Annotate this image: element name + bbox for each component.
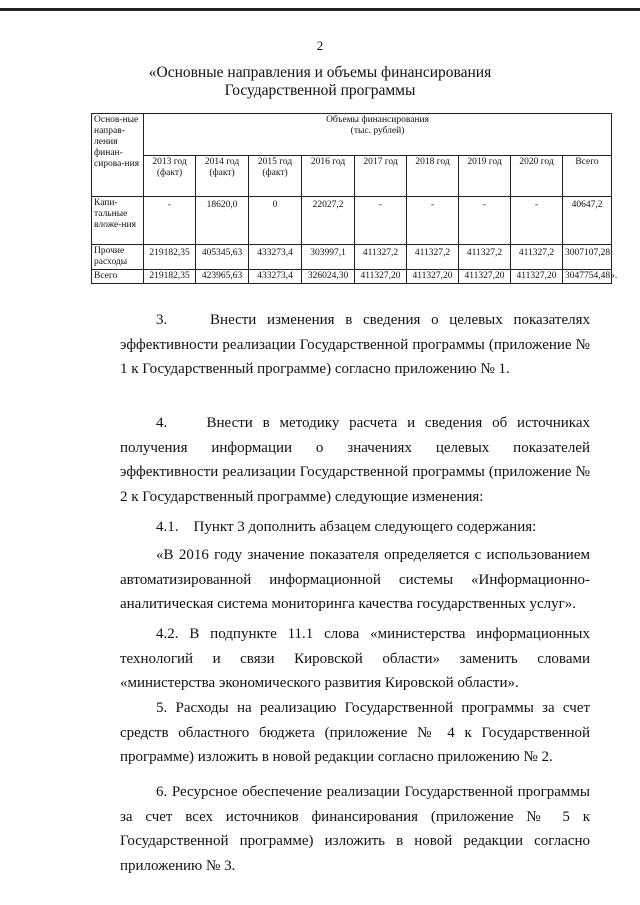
column-header: 2013 год (факт): [144, 155, 196, 197]
table-cell: 219182,35: [144, 245, 196, 270]
row-label: Всего: [92, 270, 144, 284]
paragraph-3-number: 3.: [156, 312, 168, 328]
quoted-paragraph-text: «В 2016 году значение показателя определяется с использованием автоматизированной информационной системы «Информационно-аналитическая система мониторинга качества государственных услуг».: [120, 547, 590, 612]
table-cell: 411327,2: [355, 245, 407, 270]
table-cell: -: [459, 197, 511, 245]
table-cell: 326024,30: [302, 270, 355, 284]
table-cell: 219182,35: [144, 270, 196, 284]
group-header-line-1: Объемы финансирования: [326, 115, 429, 125]
table-cell: 3007107,28: [563, 245, 612, 270]
table-cell: 3047754,48».: [563, 270, 612, 284]
paragraph-5-text: 5. Расходы на реализацию Государственной программы за счет средств областного бюджета (приложение № 4 к Государственной программе) изложить в новой редакции согласно приложению № 2.: [120, 700, 590, 765]
table-cell: 18620,0: [196, 197, 249, 245]
paragraph-4-2: [120, 622, 590, 696]
section-title: [0, 64, 640, 100]
table-cell: -: [511, 197, 563, 245]
column-header: 2018 год: [407, 155, 459, 197]
column-header: 2020 год: [511, 155, 563, 197]
top-border-line: [0, 8, 640, 11]
table-cell: 411327,20: [511, 270, 563, 284]
page-number: 2: [316, 38, 324, 53]
column-header: 2015 год (факт): [249, 155, 302, 197]
group-header-line-2: (тыс. рублей): [350, 126, 405, 136]
table-cell: 40647,2: [563, 197, 612, 245]
paragraph-4-text: Внести в методику расчета и сведения об источниках получения информации о значениях целевых показателей эффективности реализации Государственной программы (приложение № 2 к Государственный программе) следующие изменения:: [120, 415, 591, 505]
table-group-header: [144, 114, 612, 156]
paragraph-4-1-number: 4.1.: [156, 519, 179, 535]
table-cell: 411327,20: [459, 270, 511, 284]
paragraph-3: [120, 308, 590, 382]
column-header: 2016 год: [302, 155, 355, 197]
paragraph-6: [120, 780, 590, 878]
column-header: 2019 год: [459, 155, 511, 197]
paragraph-4-1: [120, 515, 590, 540]
quoted-paragraph: [120, 543, 590, 617]
paragraph-5: [120, 696, 590, 770]
table-cell: 423965,63: [196, 270, 249, 284]
table-cell: 405345,63: [196, 245, 249, 270]
paragraph-3-text: Внести изменения в сведения о целевых показателях эффективности реализации Государственной программы (приложение № 1 к Государственный программе) согласно приложению № 1.: [120, 312, 590, 377]
table-cell: 411327,2: [459, 245, 511, 270]
section-title-line-1: «Основные направления и объемы финансирования: [148, 64, 492, 81]
table-cell: 303997,1: [302, 245, 355, 270]
table-cell: 411327,20: [407, 270, 459, 284]
column-header: 2014 год (факт): [196, 155, 249, 197]
table-row: [92, 245, 612, 270]
table-cell: 22027,2: [302, 197, 355, 245]
table-header-row-1: [92, 114, 612, 156]
table-cell: 0: [249, 197, 302, 245]
column-header: Всего: [563, 155, 612, 197]
table-cell: -: [355, 197, 407, 245]
table-cell: -: [144, 197, 196, 245]
table-corner-header: Основ-ные направ-ления финан-сирова-ния: [92, 114, 144, 197]
paragraph-6-text: 6. Ресурсное обеспечение реализации Государственной программы за счет всех источников финансирования (приложение № 5 к Государственной программе) изложить в новой редакции согласно приложению № 3.: [120, 784, 590, 874]
table-cell: -: [407, 197, 459, 245]
row-label: Прочие расходы: [92, 245, 144, 270]
table-row: [92, 197, 612, 245]
table-cell: 411327,2: [407, 245, 459, 270]
paragraph-4: [120, 411, 590, 509]
financing-table: [91, 113, 618, 284]
column-header: 2017 год: [355, 155, 407, 197]
table-header-row-2: [92, 155, 612, 197]
section-title-line-2: Государственной программы: [224, 82, 416, 99]
paragraph-4-number: 4.: [156, 415, 168, 431]
table-row-total: [92, 270, 612, 284]
table-cell: 411327,2: [511, 245, 563, 270]
paragraph-4-1-text: Пункт 3 дополнить абзацем следующего содержания:: [193, 519, 537, 535]
table-cell: 433273,4: [249, 270, 302, 284]
row-label: Капи-тальные вложе-ния: [92, 197, 144, 245]
table-cell: 433273,4: [249, 245, 302, 270]
table-cell: 411327,20: [355, 270, 407, 284]
paragraph-4-2-text: 4.2. В подпункте 11.1 слова «министерства информационных технологий и связи Кировской области» заменить словами «министерства экономического развития Кировской области».: [120, 626, 590, 691]
